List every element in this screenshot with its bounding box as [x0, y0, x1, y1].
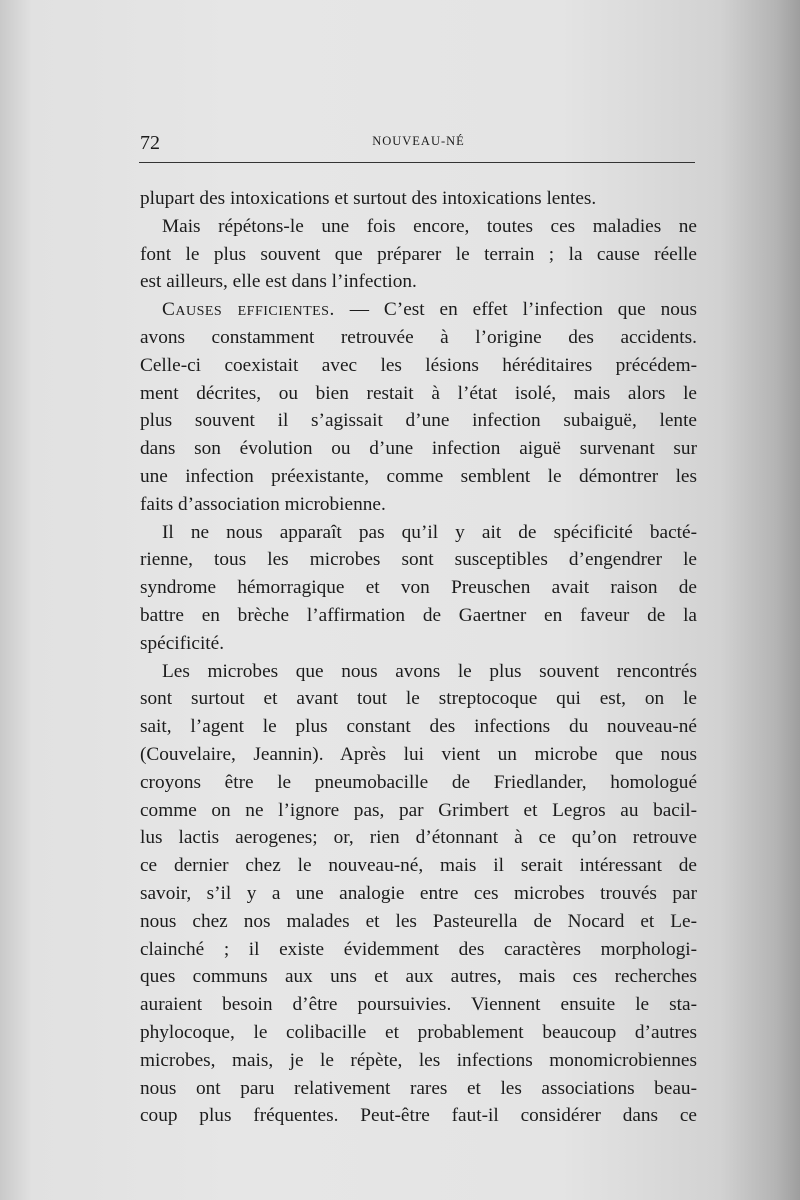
text-line: auraient besoin d’être poursuivies. Viennent ensuite le sta- — [140, 994, 697, 1016]
text-line: ment décrites, ou bien restait à l’état isolé, mais alors le — [140, 382, 697, 404]
text-line: sont surtout et avant tout le streptocoque qui est, on le — [140, 688, 697, 710]
text-line: savoir, s’il y a une analogie entre ces microbes trouvés par — [140, 882, 697, 904]
text-line: plupart des intoxications et surtout des intoxications lentes. — [140, 188, 597, 209]
text-line: avons constamment retrouvée à l’origine des accidents. — [140, 326, 697, 348]
text-line: spécificité. — [140, 632, 225, 654]
text-line: ce dernier chez le nouveau-né, mais il serait intéressant de — [140, 855, 697, 877]
text-line: coup plus fréquentes. Peut-être faut-il considérer dans ce — [140, 1105, 697, 1127]
paragraph — [140, 519, 697, 658]
text-line: rienne, tous les microbes sont susceptibles d’engendrer le — [140, 549, 697, 571]
text-line: Les microbes que nous avons le plus souvent rencontrés — [162, 660, 697, 682]
header-rule — [139, 162, 695, 163]
text-line: plus souvent il s’agissait d’une infection subaiguë, lente — [140, 410, 697, 432]
text-line: battre en brèche l’affirmation de Gaertner en faveur de la — [140, 604, 697, 626]
paragraph — [140, 296, 697, 518]
text-line: font le plus souvent que préparer le terrain ; la cause réelle — [140, 243, 697, 265]
page-number: 72 — [140, 132, 160, 154]
text-line: une infection préexistante, comme semblent le démontrer les — [140, 465, 697, 487]
paragraph — [140, 213, 697, 296]
text-line: Celle-ci coexistait avec les lésions héréditaires précédem- — [140, 354, 697, 376]
text-line: croyons être le pneumobacille de Friedlander, homologué — [140, 771, 697, 793]
heading-line-rest: — C’est en effet l’infection que nous — [334, 299, 697, 321]
paragraph — [140, 185, 697, 213]
page-header — [140, 128, 697, 158]
text-line: faits d’association microbienne. — [140, 493, 386, 515]
text-line: (Couvelaire, Jeannin). Après lui vient un microbe que nous — [140, 743, 697, 765]
text-line: nous chez nos malades et les Pasteurella de Nocard et Le- — [140, 910, 697, 932]
text-line — [140, 296, 697, 324]
text-line: comme on ne l’ignore pas, par Grimbert et Legros au bacil- — [140, 799, 697, 821]
text-line: est ailleurs, elle est dans l’infection. — [140, 271, 417, 293]
text-line: clainché ; il existe évidemment des caractères morphologi- — [140, 938, 697, 960]
text-line: dans son évolution ou d’une infection aiguë survenant sur — [140, 438, 697, 460]
text-line: nous ont paru relativement rares et les associations beau- — [140, 1077, 697, 1099]
section-heading: Causes efficientes. — [162, 299, 335, 321]
text-line: ques communs aux uns et aux autres, mais ces recherches — [140, 966, 697, 988]
text-line: sait, l’agent le plus constant des infections du nouveau-né — [140, 716, 697, 738]
running-head: NOUVEAU-NÉ — [372, 134, 465, 148]
text-line: phylocoque, le colibacille et probablement beaucoup d’autres — [140, 1021, 697, 1043]
body-text — [140, 185, 697, 1130]
text-line: Mais répétons-le une fois encore, toutes ces maladies ne — [162, 215, 697, 237]
text-line: microbes, mais, je le répète, les infections monomicrobiennes — [140, 1049, 697, 1071]
text-line: lus lactis aerogenes; or, rien d’étonnant à ce qu’on retrouve — [140, 827, 697, 849]
text-line: Il ne nous apparaît pas qu’il y ait de spécificité bacté- — [162, 521, 697, 543]
text-line: syndrome hémorragique et von Preuschen avait raison de — [140, 577, 697, 599]
paragraph — [140, 658, 697, 1131]
